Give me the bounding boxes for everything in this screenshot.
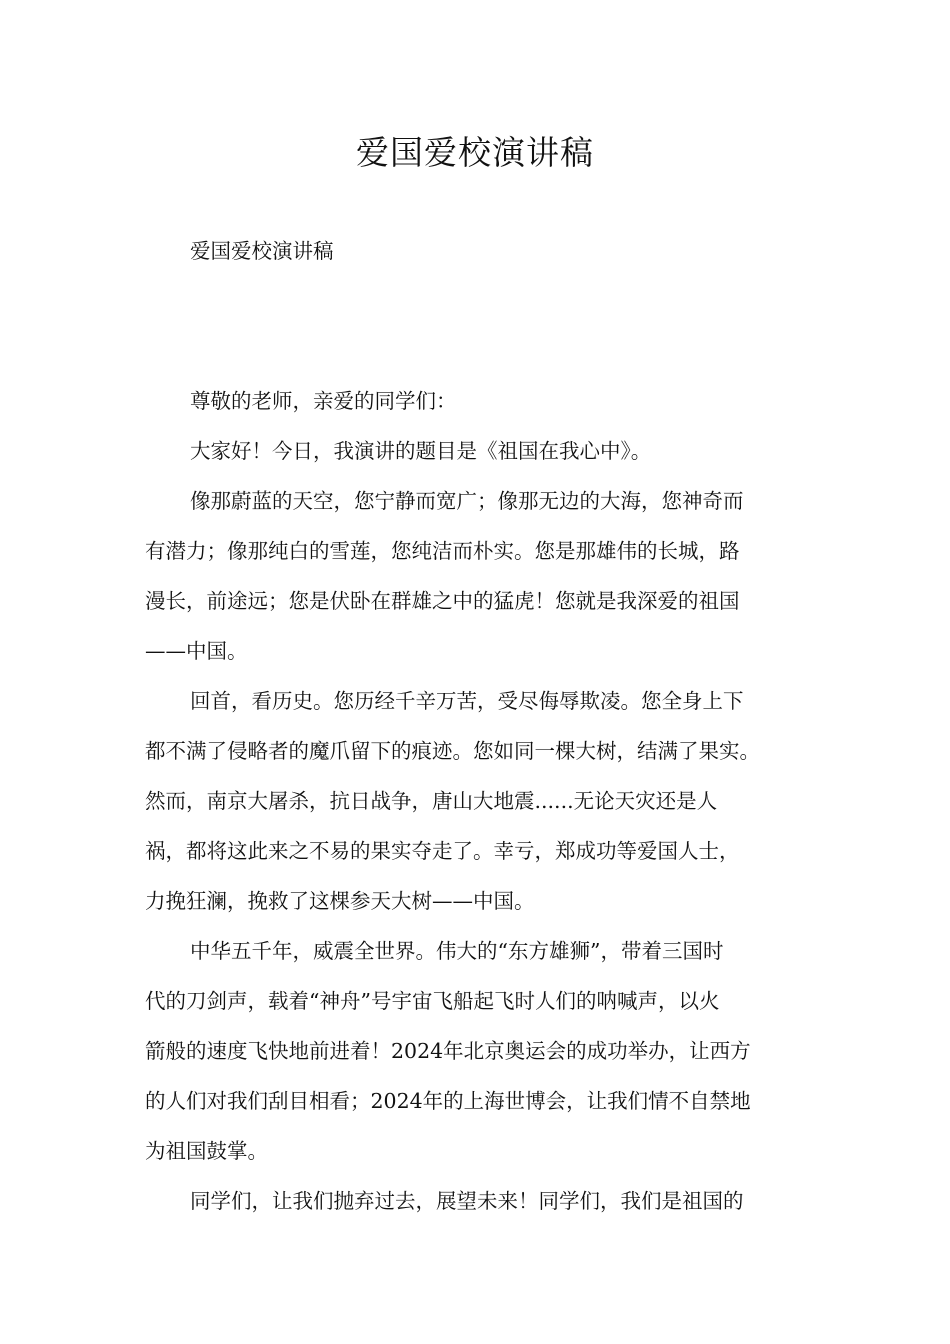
paragraph-future (145, 1176, 810, 1226)
paragraph-line: 漫长，前途远；您是伏卧在群雄之中的猛虎！您就是我深爱的祖国 (145, 589, 740, 613)
paragraph-line: 像那蔚蓝的天空，您宁静而宽广；像那无边的大海，您神奇而 (190, 489, 744, 513)
subtitle-line (145, 226, 810, 276)
paragraph-line: 中华五千年，威震全世界。伟大的“东方雄狮”，带着三国时 (190, 939, 724, 963)
paragraph-intro (145, 426, 810, 476)
speech-body (145, 376, 810, 1226)
paragraph-line: 有潜力；像那纯白的雪莲，您纯洁而朴实。您是那雄伟的长城，路 (145, 539, 740, 563)
paragraph-line: 的人们对我们刮目相看；2024年的上海世博会，让我们情不自禁地 (145, 1089, 751, 1113)
paragraph-line: 箭般的速度飞快地前进着！2024年北京奥运会的成功举办，让西方 (145, 1039, 751, 1063)
paragraph-line: 都不满了侵略者的魔爪留下的痕迹。您如同一棵大树，结满了果实。 (145, 739, 760, 763)
paragraph-line: 大家好！今日，我演讲的题目是《祖国在我心中》。 (190, 439, 652, 463)
subtitle-block (145, 226, 810, 276)
salutation (145, 376, 810, 426)
paragraph-line: 力挽狂澜，挽救了这棵参天大树——中国。 (145, 889, 535, 913)
paragraph-motherland (145, 476, 810, 676)
paragraph-line: 代的刀剑声，载着“神舟”号宇宙飞船起飞时人们的呐喊声，以火 (145, 989, 720, 1013)
paragraph-history (145, 676, 810, 926)
subtitle-text: 爱国爱校演讲稿 (190, 239, 334, 263)
paragraph-line: 同学们，让我们抛弃过去，展望未来！同学们，我们是祖国的 (190, 1189, 744, 1213)
paragraph-line: 然而，南京大屠杀，抗日战争，唐山大地震......无论天灾还是人 (145, 789, 718, 813)
document-title: 爱国爱校演讲稿 (356, 133, 594, 172)
paragraph-achievements (145, 926, 810, 1176)
salutation-text: 尊敬的老师，亲爱的同学们： (190, 389, 457, 413)
paragraph-line: 回首，看历史。您历经千辛万苦，受尽侮辱欺凌。您全身上下 (190, 689, 744, 713)
paragraph-line: ——中国。 (145, 639, 248, 663)
paragraph-line: 为祖国鼓掌。 (145, 1139, 268, 1163)
paragraph-line: 祸，都将这此来之不易的果实夺走了。幸亏，郑成功等爱国人士， (145, 839, 740, 863)
